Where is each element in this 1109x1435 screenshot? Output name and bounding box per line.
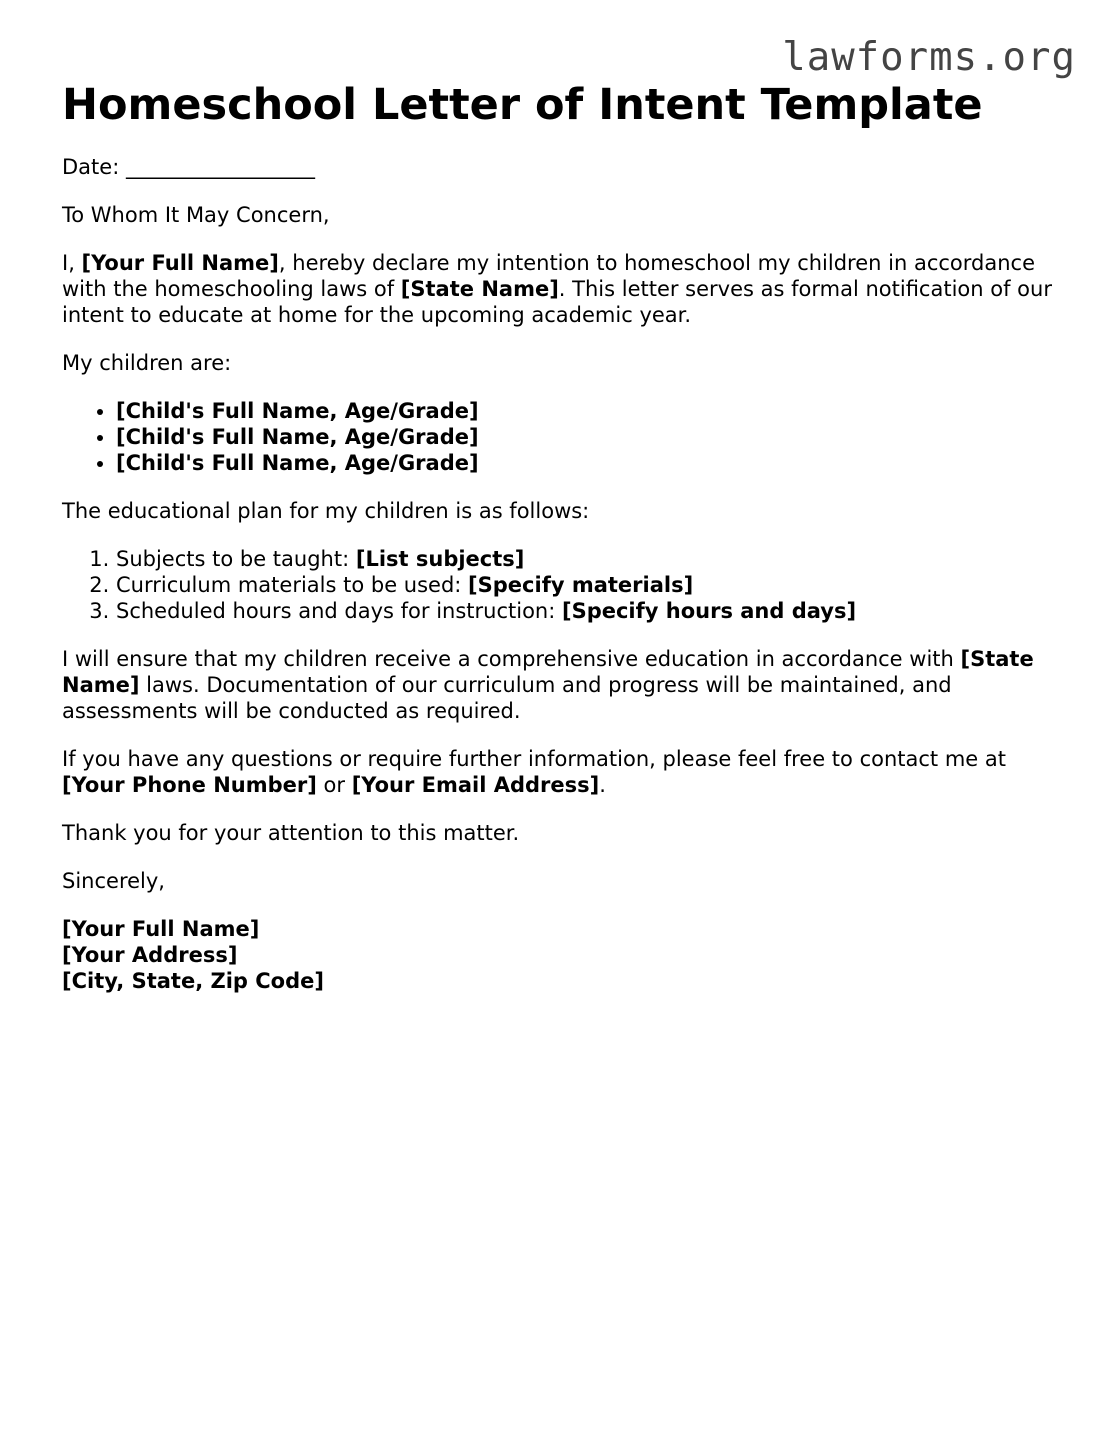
children-intro: My children are:: [62, 350, 232, 375]
contact-paragraph: [62, 746, 1052, 798]
signature-address: [Your Address]: [62, 942, 238, 967]
contact-text-2: or: [316, 772, 352, 797]
state-name-placeholder: [State Name]: [400, 276, 559, 301]
intro-text-1: I,: [62, 250, 82, 275]
plan-label: Subjects to be taught:: [116, 546, 356, 571]
signature-name: [Your Full Name]: [62, 916, 260, 941]
date-line: Date: __________________: [62, 154, 315, 179]
list-item: [116, 424, 1052, 450]
full-name-placeholder: [Your Full Name]: [81, 250, 279, 275]
child-placeholder: [Child's Full Name, Age/Grade]: [116, 398, 479, 423]
plan-label: Curriculum materials to be used:: [116, 572, 469, 597]
contact-text-1: If you have any questions or require further information, please feel free to contact me at: [62, 746, 1006, 771]
child-placeholder: [Child's Full Name, Age/Grade]: [116, 450, 479, 475]
plan-list: [62, 546, 1052, 624]
phone-placeholder: [Your Phone Number]: [62, 772, 317, 797]
intro-text-2: , hereby declare my intention to homeschool my children in accordance with the homeschooling laws of: [62, 250, 1035, 301]
list-item: [116, 572, 1052, 598]
email-placeholder: [Your Email Address]: [351, 772, 600, 797]
list-item: [116, 598, 1052, 624]
children-list: [62, 398, 1052, 476]
watermark-logo: lawforms.org: [782, 35, 1076, 80]
plan-intro: The educational plan for my children is as follows:: [62, 498, 590, 523]
list-item: [116, 398, 1052, 424]
intro-paragraph: [62, 250, 1052, 328]
plan-placeholder: [List subjects]: [355, 546, 525, 571]
ensure-text-2: laws. Documentation of our curriculum and progress will be maintained, and assessments will be conducted as required.: [62, 672, 952, 723]
state-name-placeholder: [State Name]: [62, 646, 1034, 697]
list-item: [116, 546, 1052, 572]
child-placeholder: [Child's Full Name, Age/Grade]: [116, 424, 479, 449]
signature-city: [City, State, Zip Code]: [62, 968, 324, 993]
plan-placeholder: [Specify materials]: [468, 572, 694, 597]
plan-placeholder: [Specify hours and days]: [561, 598, 857, 623]
contact-text-3: .: [599, 772, 606, 797]
signature-block: [62, 916, 1052, 994]
salutation: To Whom It May Concern,: [62, 202, 330, 227]
letter-document: [62, 80, 1052, 994]
plan-label: Scheduled hours and days for instruction:: [116, 598, 562, 623]
ensure-paragraph: [62, 646, 1052, 724]
page-title: Homeschool Letter of Intent Template: [62, 80, 983, 130]
closing-line: Sincerely,: [62, 868, 165, 893]
intro-text-3: . This letter serves as formal notification of our intent to educate at home for the upcoming academic year.: [62, 276, 1052, 327]
list-item: [116, 450, 1052, 476]
ensure-text-1: I will ensure that my children receive a comprehensive education in accordance with: [62, 646, 961, 671]
thanks-line: Thank you for your attention to this matter.: [62, 820, 520, 845]
